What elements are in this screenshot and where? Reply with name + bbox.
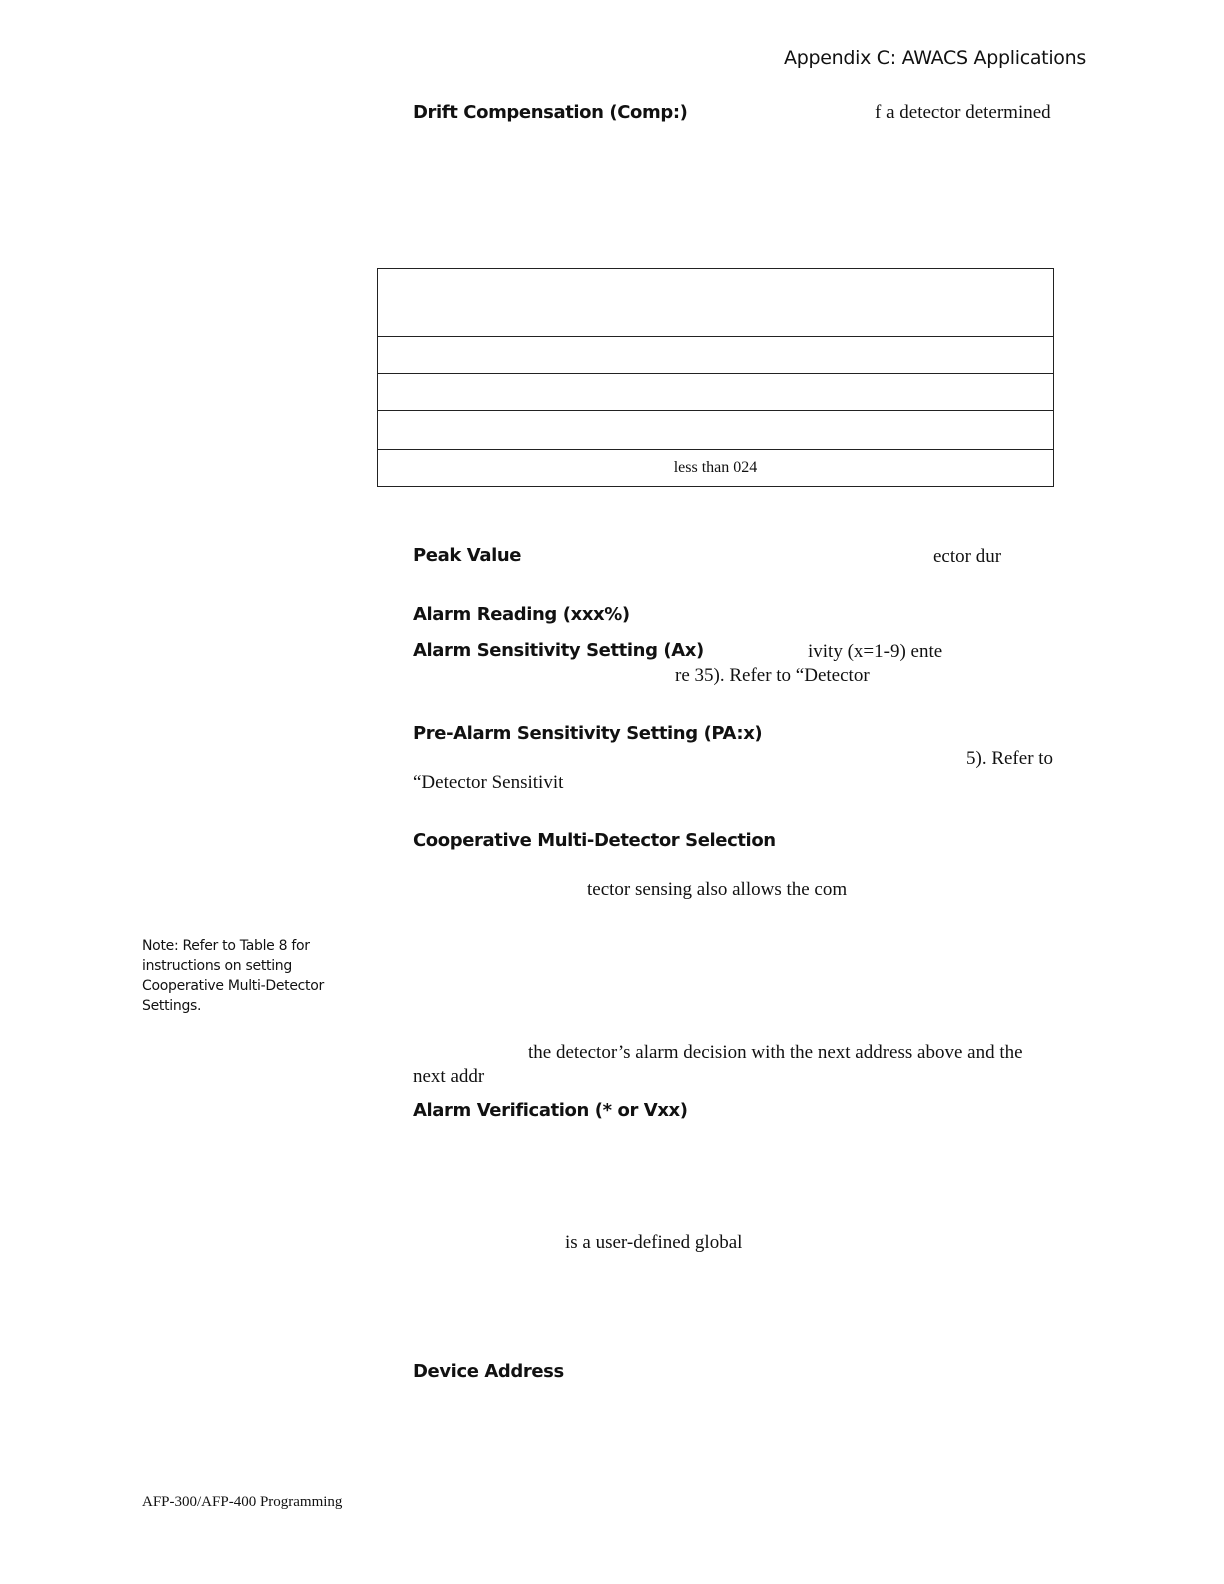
alarm-verification-text: is a user-defined global (565, 1232, 743, 1253)
page-header-title: Appendix C: AWACS Applications (784, 47, 1086, 69)
cooperative-text-3: next addr (413, 1066, 485, 1087)
table-row (378, 374, 1054, 411)
side-note: Note: Refer to Table 8 for instructions on setting Cooperative Multi-Detector Settings. (142, 938, 324, 1014)
pre-alarm-sensitivity-text-1: 5). Refer to (966, 748, 1054, 769)
peak-value-text: ector dur (933, 546, 1002, 567)
table-row (378, 269, 1054, 337)
cooperative-text-1: tector sensing also allows the com (587, 879, 848, 900)
drift-compensation-heading: Drift Compensation (Comp:) (413, 102, 688, 123)
alarm-reading-heading: Alarm Reading (xxx%) (413, 604, 630, 625)
alarm-sensitivity-text-1: ivity (x=1-9) ente (808, 641, 943, 662)
device-address-heading: Device Address (413, 1361, 564, 1382)
cooperative-multi-detector-heading: Cooperative Multi-Detector Selection (413, 830, 776, 851)
table-row (378, 337, 1054, 374)
table-row (378, 450, 1054, 487)
cooperative-text-2: the detector’s alarm decision with the next address above and the (528, 1042, 1023, 1063)
table-cell-text: less than 024 (673, 459, 758, 476)
peak-value-heading: Peak Value (413, 545, 522, 566)
pre-alarm-sensitivity-text-2: “Detector Sensitivit (413, 772, 564, 793)
alarm-verification-heading: Alarm Verification (* or Vxx) (413, 1100, 688, 1121)
drift-compensation-table (377, 268, 1054, 487)
alarm-sensitivity-heading: Alarm Sensitivity Setting (Ax) (413, 640, 704, 661)
table-row (378, 411, 1054, 450)
drift-compensation-text: f a detector determined (875, 102, 1051, 123)
pre-alarm-sensitivity-heading: Pre-Alarm Sensitivity Setting (PA:x) (413, 723, 763, 744)
page-footer: AFP-300/AFP-400 Programming (142, 1494, 343, 1510)
alarm-sensitivity-text-2: re 35). Refer to “Detector (675, 665, 870, 686)
